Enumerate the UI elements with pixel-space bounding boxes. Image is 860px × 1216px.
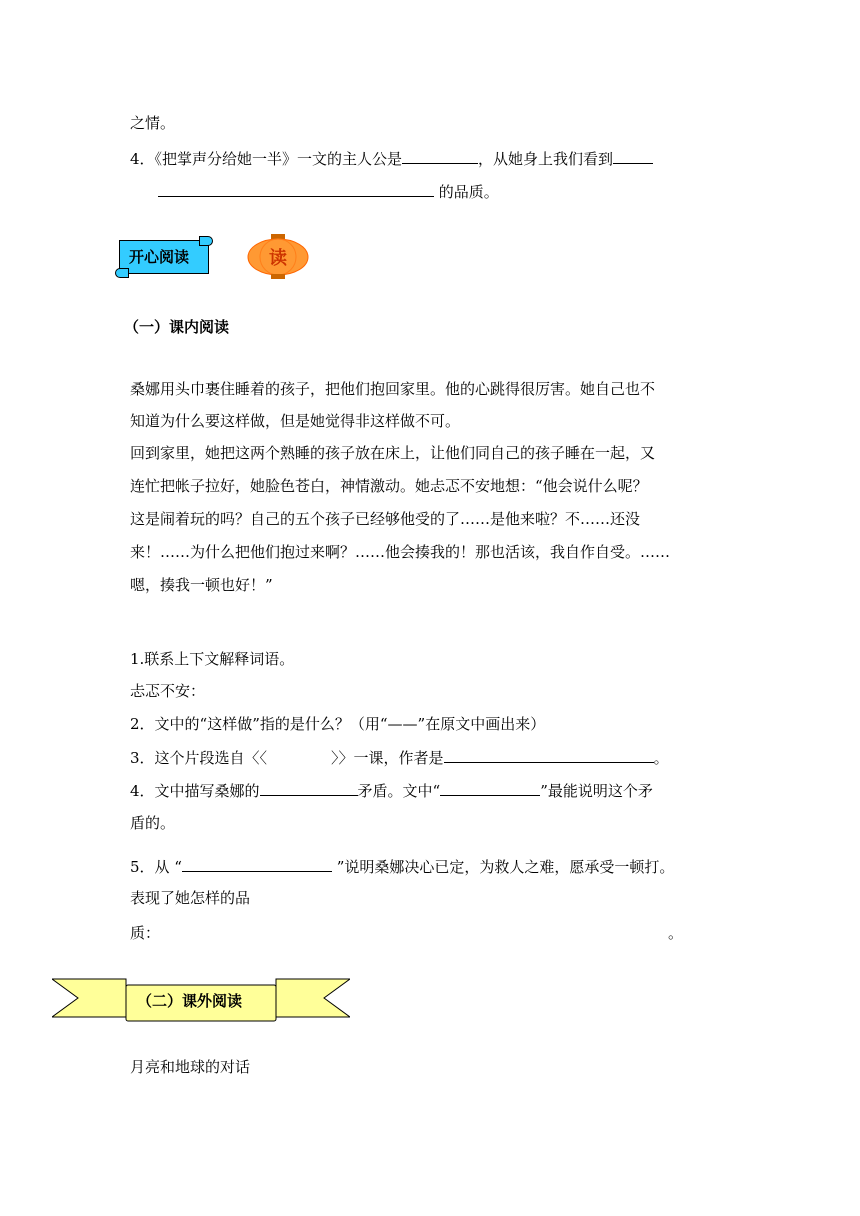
question-3 [130,746,669,769]
question-text: 4．文中描写桑娜的 [130,782,260,800]
question-4-line2: 盾的。 [130,814,176,832]
paragraph-line: 回到家里，她把这两个熟睡的孩子放在床上，让他们同自己的孩子睡在一起，又 [130,444,656,462]
lantern-icon [247,234,309,280]
question-5-line3 [130,922,683,944]
question-text: 。 [653,749,669,767]
answer-blank[interactable] [444,746,654,763]
question-text: ”说明桑娜决心已定，为救人之难，愿承受一顿打。 [331,858,675,876]
question-text: 质： [130,924,161,942]
section-title: （一）课内阅读 [124,318,230,336]
paragraph-line: 这是闹着玩的吗？自己的五个孩子已经够他受的了……是他来啦？不……还没 [130,510,641,528]
question-1-word: 忐忑不安： [130,682,206,700]
answer-blank[interactable] [613,147,653,164]
paragraph-line: 知道为什么要这样做，但是她觉得非这样做不可。 [130,412,461,430]
banner-scroll-curl [199,236,213,246]
answer-blank[interactable] [158,180,434,197]
question-1: 1.联系上下文解释词语。 [130,650,295,668]
question-text: 5．从 “ [130,858,182,876]
answer-blank[interactable] [402,147,478,164]
question-text: 的品质。 [434,183,499,201]
answer-blank[interactable] [182,855,332,872]
paragraph-line: 桑娜用头巾裹住睡着的孩子，把他们抱回家里。他的心跳得很厉害。她自己也不 [130,380,656,398]
answer-blank[interactable] [440,779,540,796]
paragraph-line: 来！……为什么把他们抱过来啊？……他会揍我的！那也活该，我自作自受。…… [130,543,671,561]
ribbon-title: （二）课外阅读 [137,992,243,1010]
text-line: 之情。 [130,114,176,132]
question-4-top-line2 [158,180,499,203]
question-4-top [130,147,653,170]
question-text: 〉〉一课，作者是 [331,749,444,767]
question-text: 。 [668,924,684,942]
question-5 [130,855,674,878]
answer-blank[interactable] [260,779,358,796]
paragraph-line: 嗯，揍我一顿也好！” [130,576,273,594]
paragraph-line: 连忙把帐子拉好，她脸色苍白，神情激动。她忐忑不安地想：“他会说什么呢？ [130,477,648,495]
question-4 [130,779,653,802]
question-text: ，从她身上我们看到 [478,150,614,168]
section-ribbon [52,975,350,1025]
question-text: 4．《把掌声分给她一半》一文的主人公是 [130,150,403,168]
question-text: 3．这个片段选自〈〈 [130,749,268,767]
question-text: 矛盾。文中“ [357,782,441,800]
banner-title: 开心阅读 [129,248,190,266]
banner-scroll-curl [115,268,129,278]
story-title: 月亮和地球的对话 [130,1058,251,1076]
lantern-char: 读 [269,248,287,269]
question-text: ”最能说明这个矛 [540,782,653,800]
section-banner [115,236,213,278]
question-5-line2: 表现了她怎样的品 [130,889,251,907]
question-2: 2．文中的“这样做”指的是什么？（用“——”在原文中画出来） [130,715,546,733]
